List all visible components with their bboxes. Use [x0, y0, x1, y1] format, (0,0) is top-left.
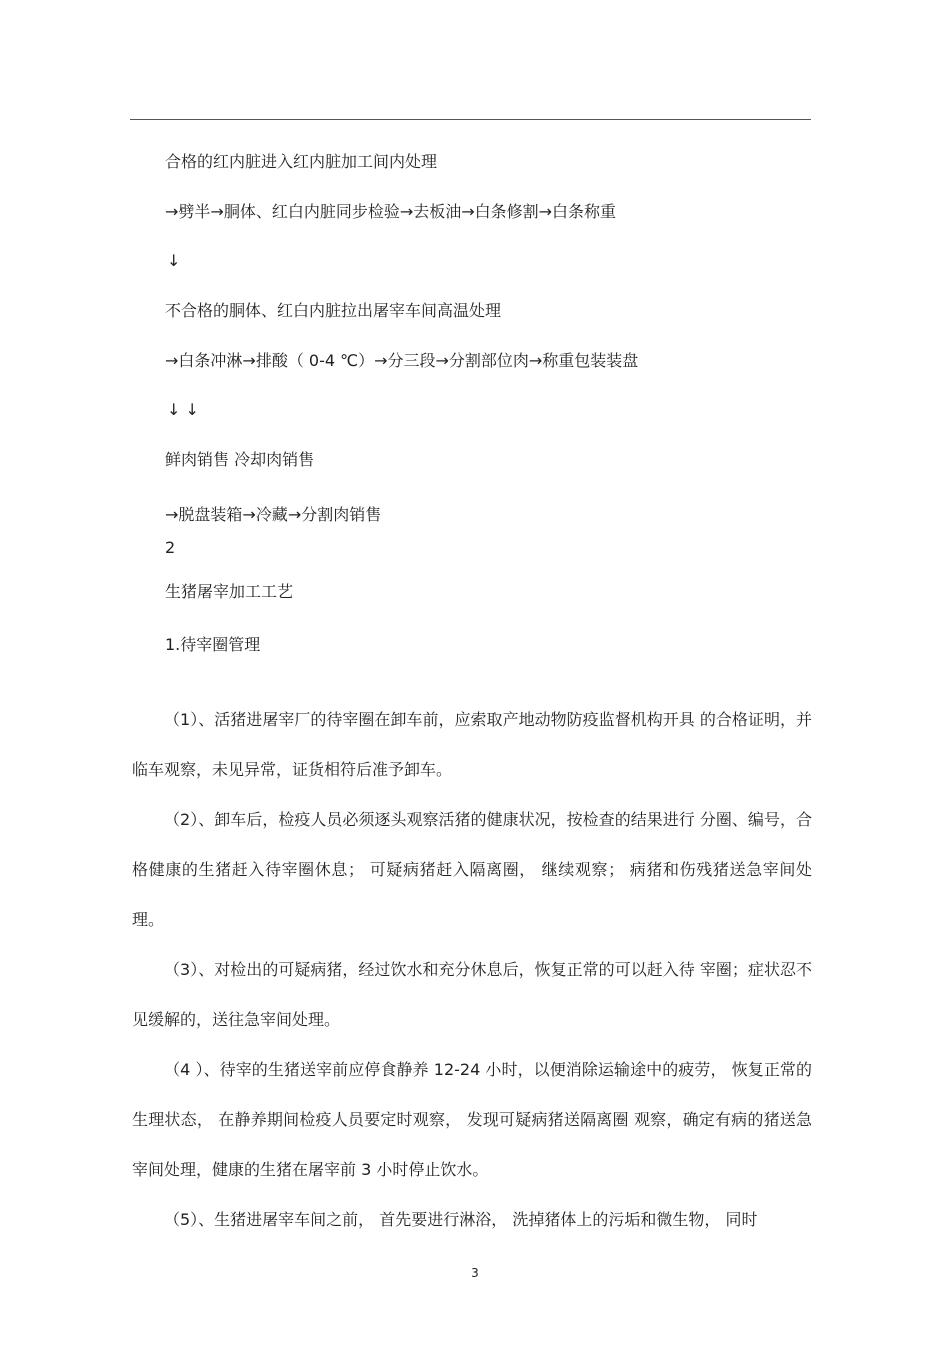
paragraph-4-text: （4 ）、待宰的生猪送宰前应停食静养 12-24 小时，以便消除运输途中的疲劳， 恢复正常的生理状态， 在静养期间检疫人员要定时观察， 发现可疑病猪送隔离圈 观察，确定有病的猪送急宰间处理，健康的生猪在屠宰前 3 小时停止饮水。 — [132, 1060, 812, 1179]
flow-arrow-down: ↓ — [167, 251, 181, 270]
section-title: 生猪屠宰加工工艺 — [165, 582, 294, 601]
flow-arrows-down: ↓ ↓ — [167, 400, 199, 419]
paragraph-1 — [132, 695, 812, 795]
paragraph-5-text: （5）、生猪进屠宰车间之前， 首先要进行淋浴， 洗掉猪体上的污垢和微生物， 同时 — [164, 1210, 758, 1229]
section-number: 2 — [165, 538, 176, 557]
paragraph-2-text: （2）、卸车后，检疫人员必须逐头观察活猪的健康状况，按检查的结果进行 分圈、编号，合格健康的生猪赶入待宰圈休息； 可疑病猪赶入隔离圈， 继续观察； 病猪和伤残猪送急宰间处理。 — [132, 810, 812, 929]
flow-line-2: →劈半→胴体、红白内脏同步检验→去板油→白条修割→白条称重 — [165, 202, 617, 221]
flow-line-4: →白条冲淋→排酸（ 0-4 ℃）→分三段→分割部位肉→称重包装装盘 — [165, 351, 639, 370]
flow-line-3: 不合格的胴体、红白内脏拉出屠宰车间高温处理 — [165, 301, 502, 320]
page-number: 3 — [471, 1266, 479, 1280]
flow-line-5: 鲜肉销售 冷却肉销售 — [165, 450, 315, 469]
paragraph-4 — [132, 1045, 812, 1195]
flow-line-1: 合格的红内脏进入红内脏加工间内处理 — [165, 152, 438, 171]
flow-line-6: →脱盘装箱→冷藏→分割肉销售 — [165, 505, 382, 524]
paragraph-3-text: （3）、对检出的可疑病猪，经过饮水和充分休息后，恢复正常的可以赶入待 宰圈；症状忍不见缓解的，送往急宰间处理。 — [132, 960, 812, 1029]
paragraph-2 — [132, 795, 812, 945]
paragraph-1-text: （1）、活猪进屠宰厂的待宰圈在卸车前，应索取产地动物防疫监督机构开具 的合格证明，并临车观察，未见异常，证货相符后准予卸车。 — [132, 710, 812, 779]
subsection-title: 1.待宰圈管理 — [165, 635, 261, 654]
paragraph-5 — [132, 1195, 812, 1245]
header-rule — [130, 119, 811, 120]
paragraph-3 — [132, 945, 812, 1045]
